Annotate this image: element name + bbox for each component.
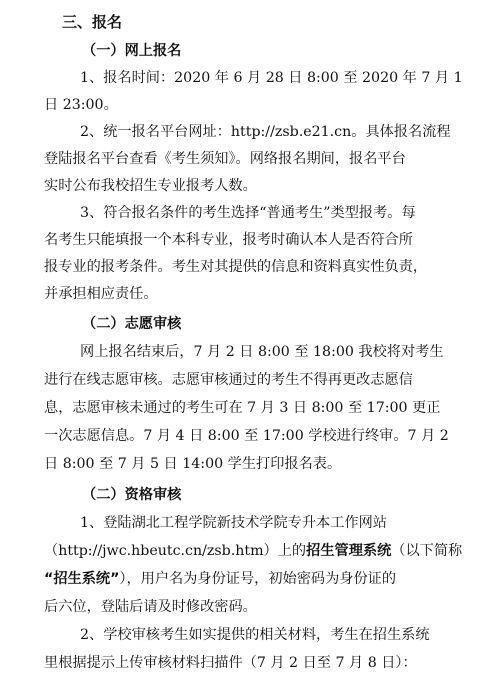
online-item3-line4: 并承担相应责任。 [44,286,158,302]
section-title: 三、报名 [62,13,123,31]
volunteer-review-heading: （二）志愿审核 [82,316,182,332]
qualification-item1-line4: 后六位，登陆后请及时修改密码。 [44,599,257,615]
review-line3: 息，志愿审核未通过的考生可在 7 月 3 日 8:00 至 17:00 更正 [44,400,441,416]
qualification-item1-line3 [0,569,498,589]
review-line5: 日 8:00 至 7 月 5 日 14:00 学生打印报名表。 [44,456,342,472]
review-line4: 一次志愿信息。7 月 4 日 8:00 至 17:00 学校进行终审。7 月 2 [44,428,449,444]
online-item3-line1: 3、符合报名条件的考生选择“普通考生”类型报考。每 [80,205,416,221]
abbreviation-note: （以下简称 [391,543,463,559]
login-credentials-text: ），用户名为身份证号，初始密码为身份证的 [119,571,397,587]
admission-system-name: 招生管理系统 [306,543,392,559]
online-item3-line3: 报专业的报考条件。考生对其提供的信息和资料真实性负责， [44,259,428,275]
qualification-review-heading: （二）资格审核 [82,487,182,503]
qualification-item1-line2 [0,541,498,561]
online-item2-line3: 实时公布我校招生专业报考人数。 [44,178,257,194]
online-item2-line1: 2、统一报名平台网址：http://zsb.e21.cn。具体报名流程 [80,124,451,140]
review-line2: 进行在线志愿审核。志愿审核通过的考生不得再更改志愿信 [44,372,413,388]
qualification-item2-line1: 2、学校审核考生如实提供的相关材料，考生在招生系统 [80,627,430,643]
website-url-text: （http://jwc.hbeutc.cn/zsb.htm）上的 [44,543,307,559]
online-item1-line2: 日 23:00。 [44,97,118,113]
online-item3-line2: 名考生只能填报一个本科专业，报考时确认本人是否符合所 [44,232,413,248]
qualification-item1-line1: 1、登陆湖北工程学院新技术学院专升本工作网站 [80,515,387,531]
online-registration-heading: （一）网上报名 [82,43,182,59]
qualification-item2-line2: 里根据提示上传审核材料扫描件（7 月 2 日至 7 月 8 日）： [44,655,417,671]
online-item2-line2: 登陆报名平台查看《考生须知》。网络报名期间，报名平台 [44,151,406,167]
online-item1-line1: 1、报名时间：2020 年 6 月 28 日 8:00 至 2020 年 7 月 1 [80,70,463,86]
review-line1: 网上报名结束后，7 月 2 日 8:00 至 18:00 我校将对考生 [80,344,444,360]
system-short-name: “招生系统” [44,571,120,587]
